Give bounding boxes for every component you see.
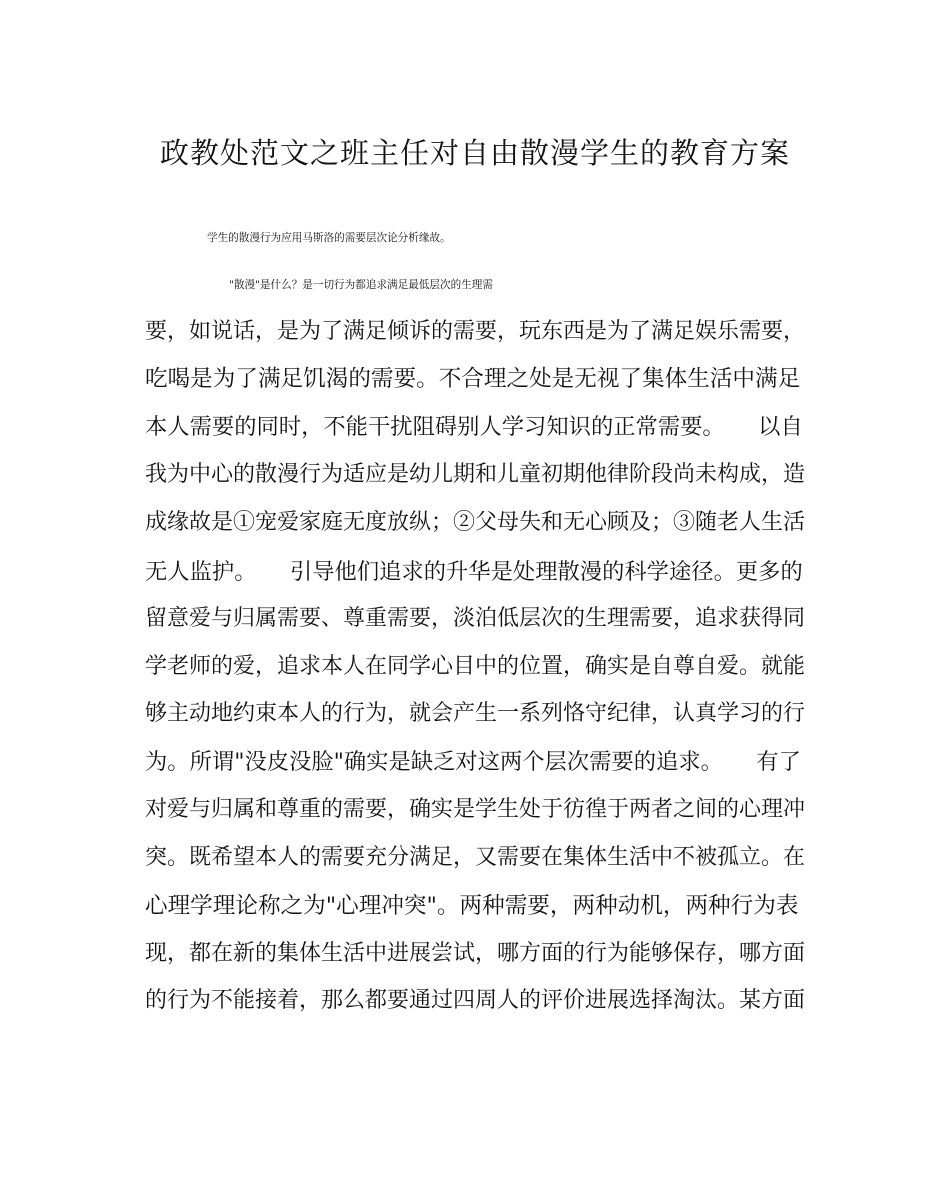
paragraph-line: "散漫"是什么？是一切行为都追求满足最低层次的生理需 <box>229 279 493 291</box>
paragraph-line: 无人监护。 引导他们追求的升华是处理散漫的科学途径。更多的 <box>145 559 803 585</box>
paragraph-line: 要，如说话，是为了满足倾诉的需要，玩东西是为了满足娱乐需要， <box>145 319 806 344</box>
paragraph-line: 现，都在新的集体生活中进展尝试，哪方面的行为能够保存，哪方面 <box>145 941 806 966</box>
paragraph-line: 成缘故是①宠爱家庭无度放纵；②父母失和无心顾及；③随老人生活 <box>145 510 806 535</box>
paragraph-line: 留意爱与归属需要、尊重需要，淡泊低层次的生理需要，追求获得同 <box>145 606 806 631</box>
paragraph-line: 对爱与归属和尊重的需要，确实是学生处于彷徨于两者之间的心理冲 <box>145 797 806 822</box>
paragraph-line: 我为中心的散漫行为适应是幼儿期和儿童初期他律阶段尚未构成，造 <box>145 462 806 487</box>
paragraph-line: 心理学理论称之为"心理冲突"。两种需要，两种动机，两种行为表 <box>145 893 799 919</box>
paragraph-line: 学生的散漫行为应用马斯洛的需要层次论分析缘故。 <box>207 232 451 244</box>
paragraph-line: 够主动地约束本人的行为，就会产生一系列恪守纪律，认真学习的行 <box>145 701 806 726</box>
document-title: 政教处范文之班主任对自由散漫学生的教育方案 <box>159 136 790 170</box>
paragraph-line: 吃喝是为了满足饥渴的需要。不合理之处是无视了集体生活中满足 <box>145 366 801 392</box>
paragraph-line: 的行为不能接着，那么都要通过四周人的评价进展选择淘汰。某方面 <box>145 988 806 1013</box>
paragraph-line: 突。既希望本人的需要充分满足，又需要在集体生活中不被孤立。在 <box>145 845 806 870</box>
paragraph-line: 学老师的爱，追求本人在同学心目中的位置，确实是自尊自爱。就能 <box>145 654 806 679</box>
paragraph-line: 为。所谓"没皮没脸"确实是缺乏对这两个层次需要的追求。 有了 <box>145 749 801 775</box>
paragraph-line: 本人需要的同时，不能干扰阻碍别人学习知识的正常需要。 以自 <box>145 414 803 440</box>
